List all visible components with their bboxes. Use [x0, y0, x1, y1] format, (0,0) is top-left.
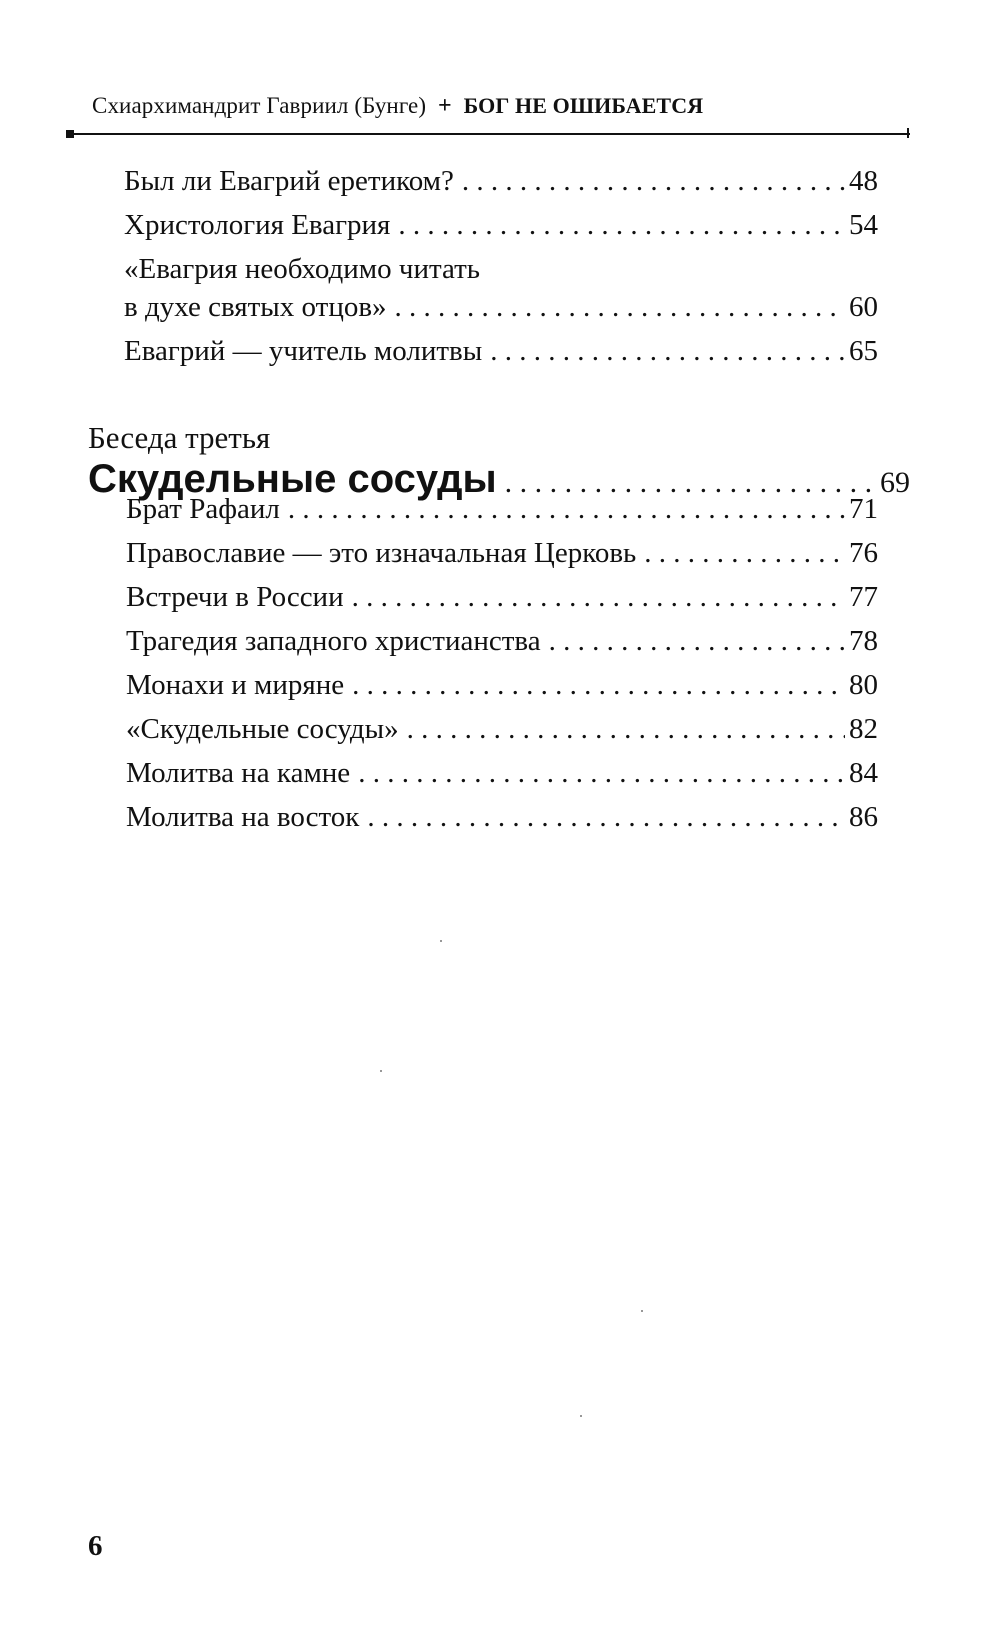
toc-entry[interactable] — [126, 535, 878, 571]
running-head-author: Схиархимандрит Гавриил (Бунге) — [92, 93, 427, 118]
toc-entry-title: «Скудельные сосуды» — [126, 713, 399, 745]
toc-entry-title: Был ли Евагрий еретиком? — [124, 165, 454, 197]
scan-speck — [380, 1070, 382, 1072]
toc-leader-dots — [462, 163, 845, 199]
toc-page-number: 60 — [849, 291, 878, 323]
toc-entry[interactable] — [124, 163, 878, 199]
section-label: Беседа третья — [88, 420, 271, 455]
toc-entry-title: Молитва на камне — [126, 757, 351, 789]
toc-page-number: 86 — [849, 801, 878, 833]
toc-entry-title: Евагрий — учитель молитвы — [124, 335, 483, 367]
toc-entry[interactable] — [126, 667, 878, 703]
running-head-book-title: БОГ НЕ ОШИБАЕТСЯ — [463, 93, 704, 118]
toc-page-number: 84 — [849, 757, 878, 789]
toc-leader-dots — [367, 799, 845, 835]
running-head — [92, 93, 703, 120]
toc-entry[interactable] — [126, 623, 878, 659]
section-title: Скудельные сосуды — [88, 457, 497, 501]
toc-leader-dots — [395, 289, 845, 325]
toc-entry[interactable] — [126, 799, 878, 835]
toc-page-number: 54 — [849, 209, 878, 241]
toc-leader-dots — [407, 711, 845, 747]
toc-page-number: 48 — [849, 165, 878, 197]
toc-page-number: 78 — [849, 625, 878, 657]
toc-page-number: 82 — [849, 713, 878, 745]
toc-entry-title: Христология Евагрия — [124, 209, 391, 241]
toc-leader-dots — [644, 535, 845, 571]
header-rule-right-cap — [907, 128, 909, 138]
toc-entry[interactable] — [124, 207, 878, 243]
toc-leader-dots — [352, 667, 845, 703]
toc-entry-title-line2: в духе святых отцов» — [124, 291, 387, 323]
header-rule — [68, 133, 910, 135]
toc-page-number: 77 — [849, 581, 878, 613]
toc-entry-title: Встречи в России — [126, 581, 344, 613]
toc-entry-title: Трагедия западного христианства — [126, 625, 541, 657]
scan-speck — [580, 1415, 582, 1417]
toc-page-number: 76 — [849, 537, 878, 569]
toc-leader-dots — [398, 207, 845, 243]
toc-entry[interactable] — [126, 711, 878, 747]
toc-leader-dots — [358, 755, 845, 791]
scan-speck — [440, 940, 442, 942]
toc-leader-dots — [490, 333, 845, 369]
toc-entry[interactable] — [124, 251, 878, 325]
toc-entry-title: Монахи и миряне — [126, 669, 345, 701]
toc-entry[interactable] — [126, 579, 878, 615]
scan-speck — [641, 1310, 643, 1312]
toc-page-number: 69 — [880, 466, 910, 499]
toc-leader-dots — [352, 579, 845, 615]
toc-entry-title-line1: «Евагрия необходимо читать — [124, 253, 481, 285]
toc-page-number: 71 — [849, 493, 878, 525]
toc-entry[interactable] — [126, 491, 878, 527]
toc-page-number: 80 — [849, 669, 878, 701]
toc-page-number: 65 — [849, 335, 878, 367]
toc-leader-dots — [288, 491, 845, 527]
toc-leader-dots — [549, 623, 845, 659]
cross-separator-icon: + — [438, 93, 452, 119]
toc-entry[interactable] — [124, 333, 878, 369]
toc-entry[interactable] — [126, 755, 878, 791]
toc-entry-title: Православие — это изначальная Церковь — [126, 537, 637, 569]
page-number: 6 — [88, 1530, 103, 1562]
toc-entry-title: Молитва на восток — [126, 801, 360, 833]
toc-entry-title: Брат Рафаил — [126, 493, 280, 525]
